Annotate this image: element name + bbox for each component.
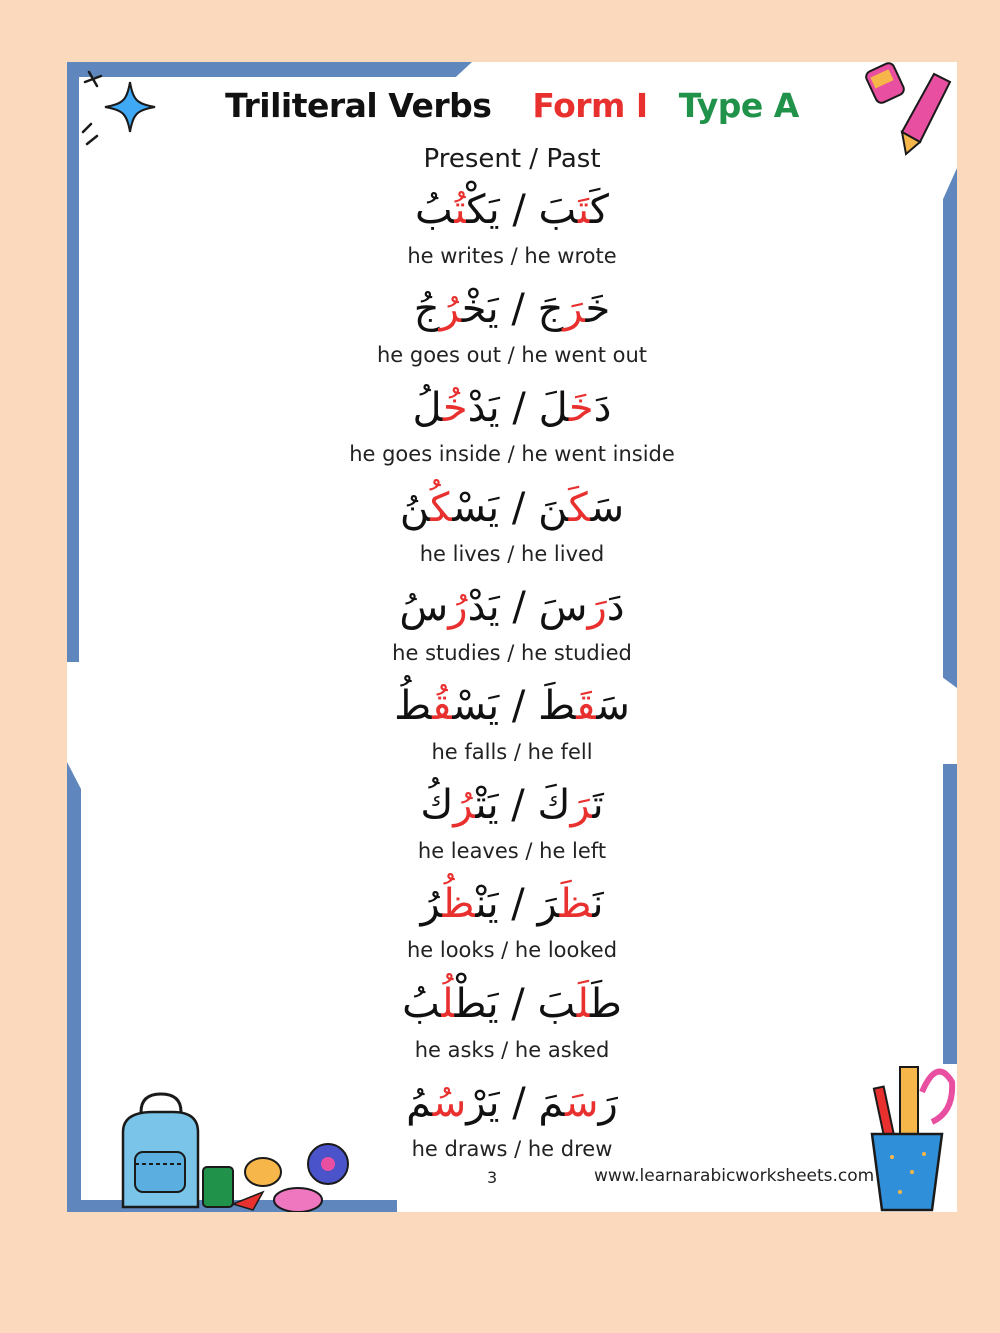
present-tense: يَسْكُنُ [399, 484, 500, 531]
translation: he falls / he fell [431, 739, 593, 764]
arabic-verb-pair: خَرَجَ / يَخْرُجُ [413, 286, 611, 333]
page-title [67, 86, 957, 125]
present-tense: يَنْظُرُ [420, 881, 499, 928]
translation: he asks / he asked [414, 1037, 610, 1062]
past-tense: كَتَبَ [538, 187, 609, 233]
past-tense: رَسَمَ [538, 1079, 618, 1126]
translation: he draws / he drew [411, 1136, 613, 1161]
website-url: www.learnarabicworksheets.com [594, 1166, 875, 1186]
past-tense: نَظَرَ [537, 881, 604, 928]
arabic-verb-pair: رَسَمَ / يَرْسُمُ [406, 1079, 618, 1126]
arabic-verb-pair: سَكَنَ / يَسْكُنُ [399, 484, 625, 531]
translation: he lives / he lived [419, 541, 605, 566]
title-triliteral-verbs: Triliteral Verbs [225, 86, 492, 125]
past-tense: دَخَلَ [538, 385, 612, 432]
verb-entry [67, 378, 957, 477]
present-tense: يَدْرُسُ [399, 583, 500, 630]
title-type: Type A [678, 86, 799, 125]
verb-entry [67, 775, 957, 874]
verb-entry [67, 180, 957, 279]
verb-list [67, 180, 957, 1172]
page-number: 3 [487, 1168, 498, 1187]
past-tense: طَلَبَ [537, 980, 622, 1027]
arabic-verb-pair: طَلَبَ / يَطْلُبُ [402, 980, 622, 1027]
column-subtitle: Present / Past [423, 144, 601, 174]
backpack-icon [103, 1092, 353, 1212]
past-tense: دَرَسَ [538, 583, 625, 630]
past-tense: سَكَنَ [538, 484, 625, 531]
present-tense: يَرْسُمُ [406, 1079, 500, 1126]
past-tense: خَرَجَ [537, 286, 611, 333]
verb-entry [67, 478, 957, 577]
verb-entry [67, 279, 957, 378]
past-tense: سَقَطَ [538, 682, 630, 729]
present-tense: يَسْقُطُ [394, 682, 500, 729]
arabic-verb-pair: سَقَطَ / يَسْقُطُ [394, 682, 630, 729]
translation: he goes out / he went out [376, 343, 648, 368]
arabic-verb-pair: دَرَسَ / يَدْرُسُ [399, 583, 625, 630]
translation: he writes / he wrote [407, 244, 617, 268]
verb-entry [67, 577, 957, 676]
arabic-verb-pair: كَتَبَ / يَكْتُبُ [415, 187, 609, 233]
present-tense: يَتْرُكُ [420, 782, 499, 829]
present-tense: يَخْرُجُ [413, 286, 499, 333]
verb-entry [67, 676, 957, 775]
translation: he studies / he studied [392, 640, 632, 665]
translation: he leaves / he left [417, 839, 607, 864]
present-tense: يَكْتُبُ [415, 187, 500, 233]
arabic-verb-pair: تَرَكَ / يَتْرُكُ [420, 782, 604, 829]
translation: he looks / he looked [406, 938, 618, 963]
title-form: Form I [532, 86, 648, 125]
present-tense: يَدْخُلُ [412, 385, 500, 432]
arabic-verb-pair: نَظَرَ / يَنْظُرُ [420, 881, 604, 928]
worksheet-page [67, 62, 957, 1212]
past-tense: تَرَكَ [537, 782, 604, 829]
arabic-verb-pair: دَخَلَ / يَدْخُلُ [412, 385, 612, 432]
pencil-cup-icon [862, 1062, 957, 1212]
verb-entry [67, 874, 957, 973]
verb-entry [67, 974, 957, 1073]
present-tense: يَطْلُبُ [402, 980, 499, 1027]
translation: he goes inside / he went inside [349, 442, 675, 467]
